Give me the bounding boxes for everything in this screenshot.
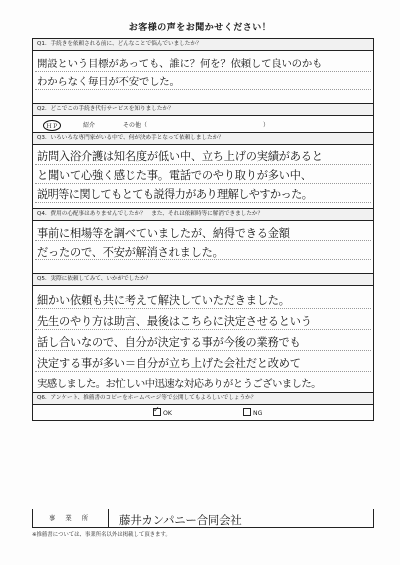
option-referral: 紹介 — [83, 122, 96, 129]
office-name: 藤井カンパニー合同会社 — [119, 513, 242, 527]
answer-rule — [35, 202, 371, 203]
question-4-label: Q4．費用の心配事はありませんでしたか？ また、それは依頼時等に解消できましたか？ — [33, 209, 373, 221]
answer-line: だったので、不安が解消されました。 — [37, 246, 224, 259]
ng-option[interactable] — [243, 408, 262, 417]
answer-line: 開設という目標があっても、誰に？何を？依頼して良いのかも — [37, 58, 323, 70]
answer-line: 話し合いなので、自分が決定する事が今後の業務でも — [37, 336, 301, 349]
answer-rule — [35, 240, 371, 241]
answer-line: 事前に相場等を調べていましたが、納得できる金額 — [37, 227, 290, 240]
question-2-answer — [33, 116, 373, 133]
selected-circle: ＨＰ — [43, 120, 61, 131]
option-hp — [43, 120, 61, 131]
page-title: お客様の声をお聞かせください！ — [128, 23, 272, 33]
check-mark-icon: ✓ — [153, 405, 160, 414]
answer-line: 説明等に関してもとても説得力があり理解しやすかった。 — [37, 188, 313, 201]
answer-line: 訪問入浴介護は知名度が低い中、立ち上げの実績があると — [37, 150, 323, 163]
answer-line: 細かい依頼も共に考えて解決していただきました。 — [37, 294, 290, 307]
answer-rule — [35, 71, 371, 72]
question-3-answer — [33, 145, 373, 209]
answer-rule — [35, 259, 371, 260]
answer-rule — [35, 89, 371, 90]
answer-rule — [35, 329, 371, 330]
question-6-label: Q6．アンケート、推薦書のコピーをホームページ等で公開してもよろしいでしょうか？ — [33, 393, 373, 405]
answer-rule — [35, 164, 371, 165]
answer-rule — [35, 183, 371, 184]
question-6-answer — [33, 405, 373, 420]
survey-form — [32, 38, 374, 421]
question-2-label: Q2．どこでこの手続き代行サービスを知りましたか？ — [33, 104, 373, 116]
ok-checkbox[interactable] — [153, 405, 161, 416]
answer-rule — [35, 371, 371, 372]
question-5-answer — [33, 286, 373, 393]
ok-option[interactable] — [153, 405, 172, 417]
office-label: 事 業 所 — [33, 509, 109, 527]
question-5-label: Q5．実際に依頼してみて、いかがでしたか？ — [33, 274, 373, 286]
footnote: ※推薦書については、事業所名以外は掲載して頂きます。 — [32, 532, 171, 538]
ok-label: OK — [163, 410, 172, 417]
answer-rule — [35, 308, 371, 309]
option-other-close: ） — [263, 122, 270, 129]
answer-line: 実感しました。お忙しい中迅速な対応ありがとうございました。 — [37, 378, 321, 390]
ng-label: NG — [253, 410, 263, 417]
answer-line: 先生のやり方は助言、最後はこちらに決定させるという — [37, 315, 312, 328]
answer-line: と聞いて心強く感じた事。電話でのやり取りが多い中、 — [37, 169, 312, 182]
office-row — [32, 509, 374, 528]
question-1-label: Q1．手続きを依頼される前に、どんなことで悩んでいましたか？ — [33, 39, 373, 51]
ng-checkbox[interactable] — [243, 408, 251, 416]
answer-rule — [35, 350, 371, 351]
option-other: その他（ — [123, 122, 148, 129]
question-1-answer — [33, 51, 373, 104]
answer-line: わからなく毎日が不安でした。 — [37, 76, 180, 88]
answer-line: 決定する事が多い＝自分が立ち上げた会社だと改めて — [37, 357, 301, 370]
question-3-label: Q3．いろいろな専門家がいる中で、何が決め手となって依頼しましたか？ — [33, 133, 373, 145]
question-4-answer — [33, 221, 373, 274]
